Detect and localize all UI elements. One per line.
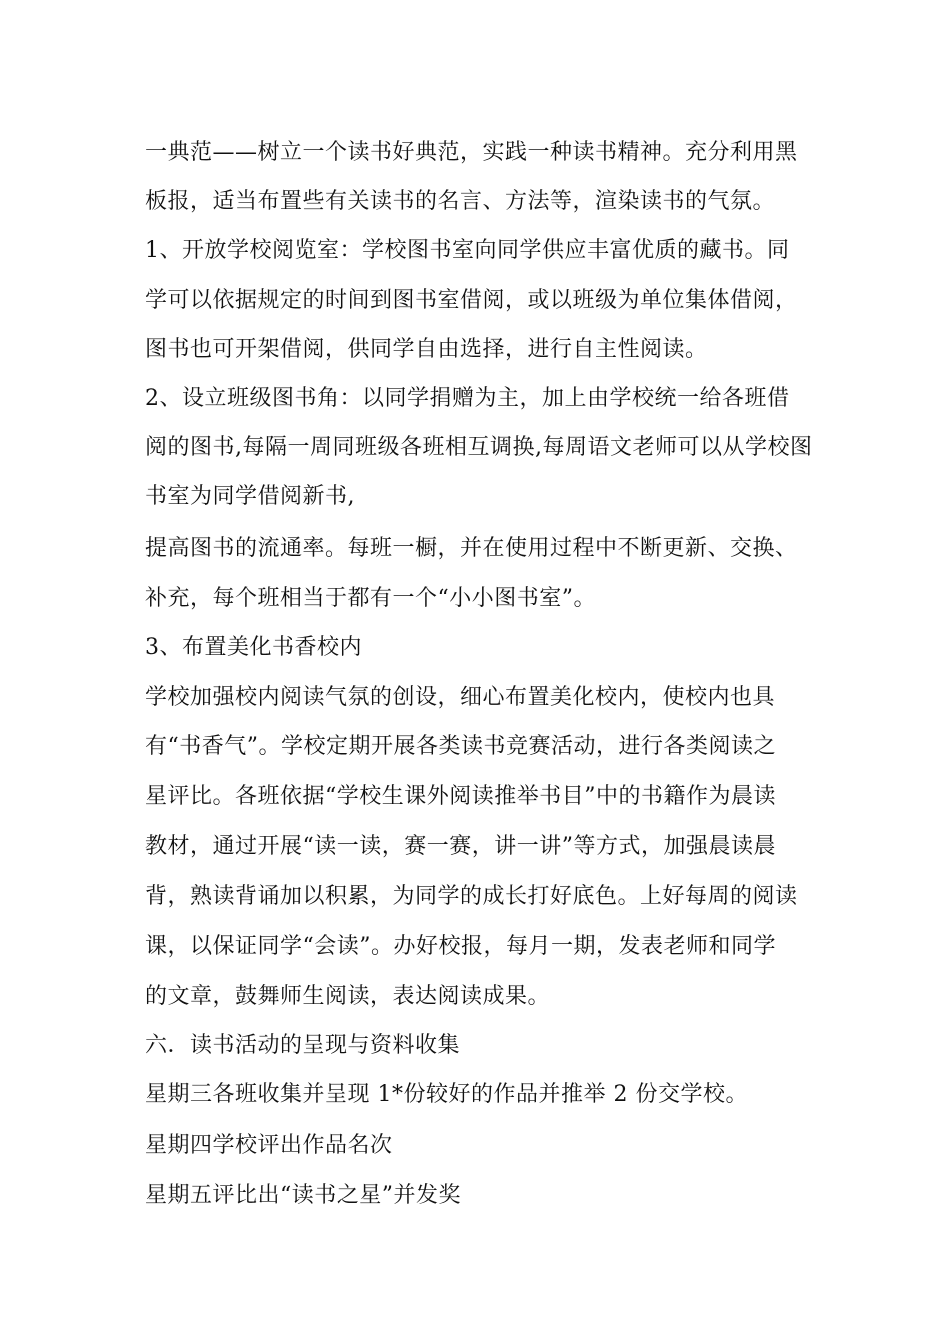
text-line: 课，以保证同学“会读”。办好校报，每月一期，发表老师和同学	[145, 934, 776, 959]
text-line: 书室为同学借阅新书,	[145, 484, 355, 509]
text-line: 星评比。各班依据“学校生课外阅读推举书目”中的书籍作为晨读	[145, 784, 776, 809]
text-line: 星期三各班收集并呈现 1*份较好的作品并推举 2 份交学校。	[145, 1082, 748, 1107]
text-line: 的文章，鼓舞师生阅读，表达阅读成果。	[145, 984, 551, 1009]
text-line: 学校加强校内阅读气氛的创设，细心布置美化校内，使校内也具	[145, 685, 776, 710]
text-line: 有“书香气”。学校定期开展各类读书竞赛活动，进行各类阅读之	[145, 734, 776, 759]
text-line: 教材，通过开展“读一读，赛一赛，讲一讲”等方式，加强晨读晨	[145, 834, 776, 859]
text-line: 一典范——树立一个读书好典范，实践一种读书精神。充分利用黑	[145, 140, 798, 165]
text-line: 提高图书的流通率。每班一橱，并在使用过程中不断更新、交换、	[145, 536, 798, 561]
text-line: 六．读书活动的呈现与资料收集	[145, 1033, 461, 1058]
text-line: 星期五评比出“读书之星”并发奖	[145, 1183, 461, 1208]
text-line: 1、开放学校阅览室：学校图书室向同学供应丰富优质的藏书。同	[145, 238, 790, 263]
text-line: 阅的图书,每隔一周同班级各班相互调换,每周语文老师可以从学校图	[145, 435, 813, 460]
text-line: 补充，每个班相当于都有一个“小小图书室”。	[145, 586, 596, 611]
text-line: 学可以依据规定的时间到图书室借阅，或以班级为单位集体借阅，	[145, 288, 798, 313]
text-line: 背，熟读背诵加以积累，为同学的成长打好底色。上好每周的阅读	[145, 884, 798, 909]
text-line: 板报，适当布置些有关读书的名言、方法等，渲染读书的气氛。	[145, 189, 776, 214]
text-line: 图书也可开架借阅，供同学自由选择，进行自主性阅读。	[145, 337, 708, 362]
text-line: 3、布置美化书香校内	[145, 635, 362, 660]
text-line: 2、设立班级图书角：以同学捐赠为主，加上由学校统一给各班借	[145, 386, 790, 411]
text-line: 星期四学校评出作品名次	[145, 1133, 393, 1158]
